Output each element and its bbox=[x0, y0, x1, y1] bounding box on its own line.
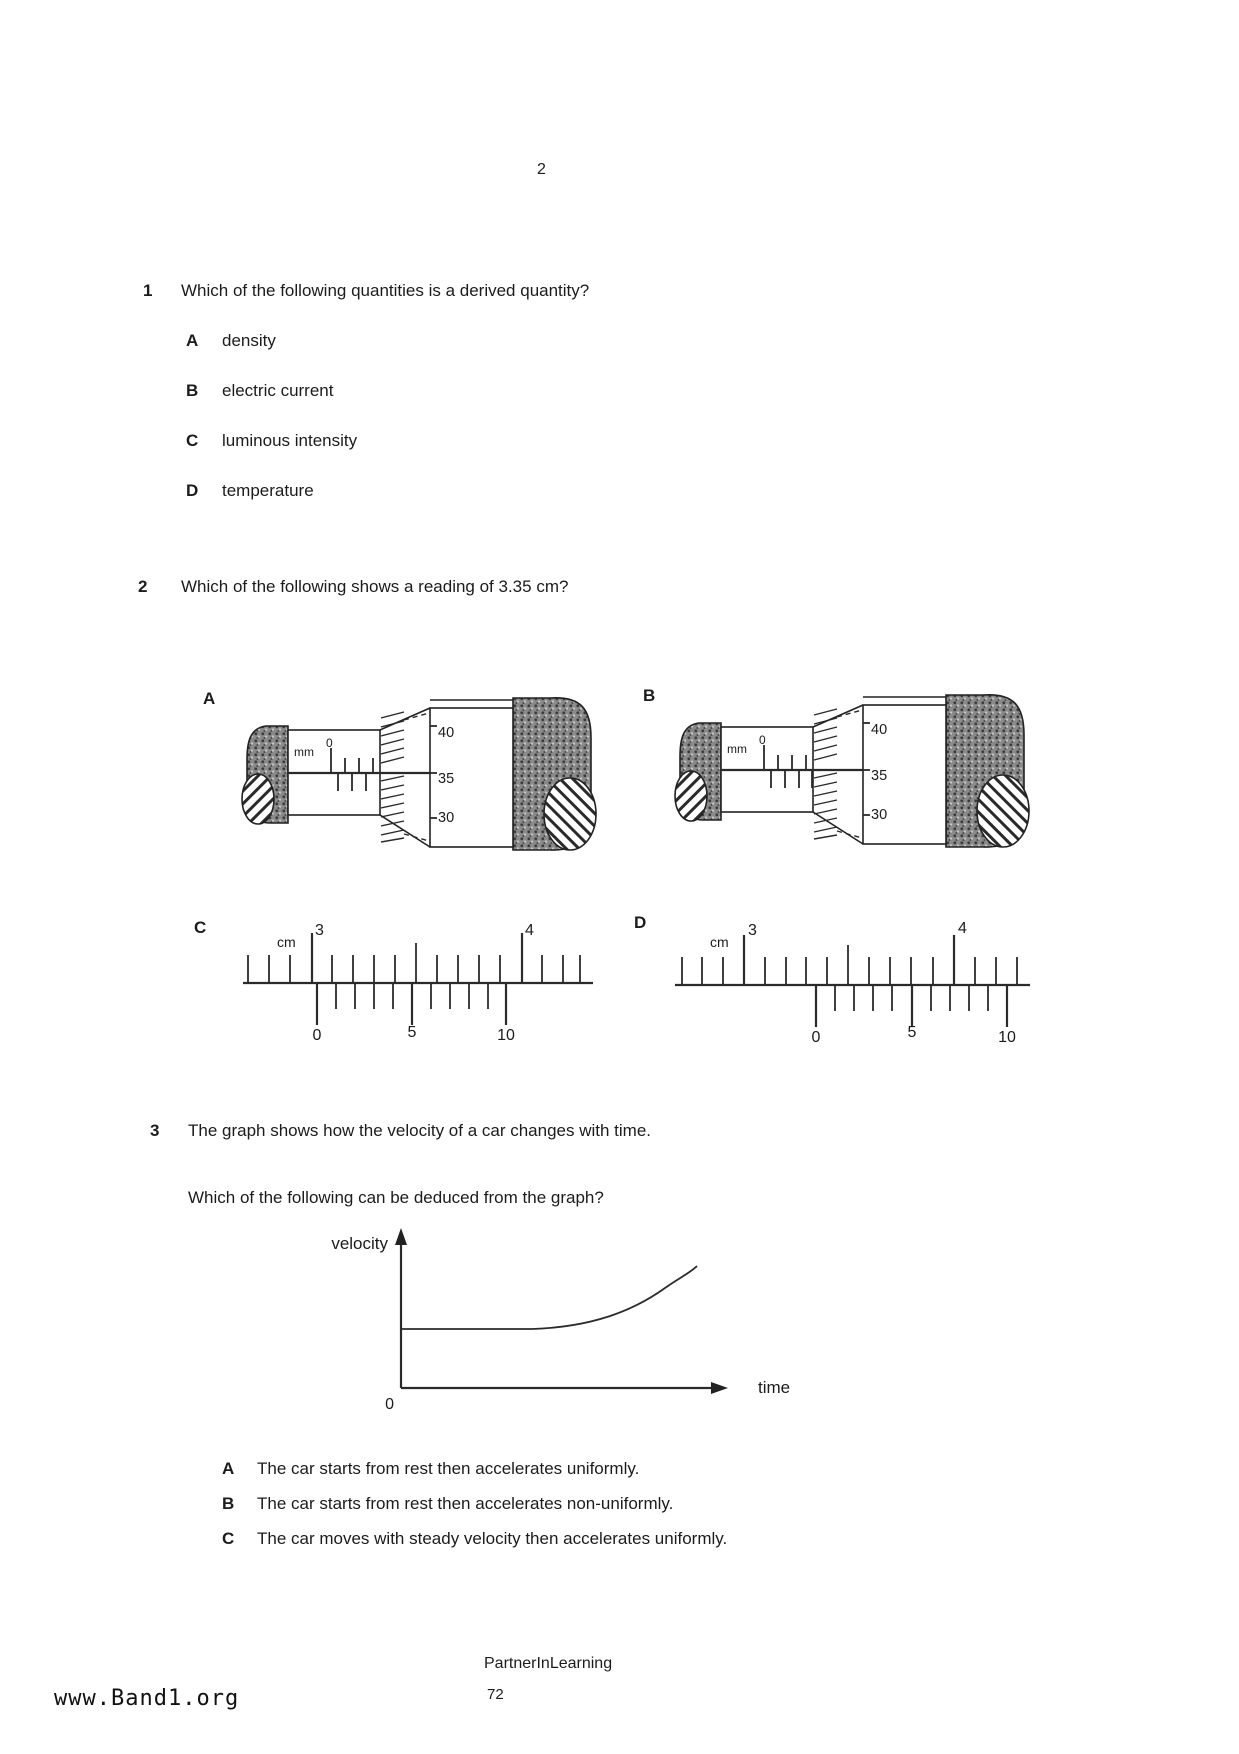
origin-label: 0 bbox=[385, 1396, 394, 1413]
q1-option-c-letter: C bbox=[186, 431, 199, 450]
question-1-number: 1 bbox=[143, 281, 153, 300]
q3-option-a-letter: A bbox=[222, 1459, 235, 1478]
q1-option-a-text: density bbox=[222, 331, 276, 350]
sleeve-unit-label: mm bbox=[727, 742, 747, 756]
y-axis-label: velocity bbox=[331, 1234, 388, 1253]
question-3-text2: Which of the following can be deduced from the graph? bbox=[188, 1188, 604, 1207]
q3-option-c-text: The car moves with steady velocity then accelerates uniformly. bbox=[257, 1529, 728, 1548]
main-label-4: 4 bbox=[958, 920, 967, 937]
ratchet-hatched-knob bbox=[977, 775, 1029, 847]
sleeve-zero-label: 0 bbox=[759, 733, 766, 747]
y-axis-arrowhead-icon bbox=[395, 1228, 407, 1245]
footer-partner-text: PartnerInLearning bbox=[484, 1655, 613, 1672]
x-axis-arrowhead-icon bbox=[711, 1382, 728, 1394]
main-label-4: 4 bbox=[525, 922, 534, 939]
diagram-b-label: B bbox=[643, 686, 656, 705]
q1-option-b-text: electric current bbox=[222, 381, 334, 400]
footer-website: www.Band1.org bbox=[54, 1686, 240, 1711]
main-scale-ticks bbox=[682, 935, 1017, 986]
footer-page-ref: 72 bbox=[487, 1686, 504, 1703]
thimble-number-30: 30 bbox=[871, 807, 888, 823]
vernier-ticks bbox=[816, 985, 1007, 1027]
question-3-number: 3 bbox=[150, 1121, 160, 1140]
thimble-number-35: 35 bbox=[871, 768, 888, 784]
q3-option-b-text: The car starts from rest then accelerates non-uniformly. bbox=[257, 1494, 674, 1513]
vernier-c-diagram bbox=[235, 915, 605, 1050]
page-number: 2 bbox=[537, 161, 546, 178]
sleeve-zero-label: 0 bbox=[326, 736, 333, 750]
thimble-number-40: 40 bbox=[871, 722, 888, 738]
diagram-a-label: A bbox=[203, 689, 216, 708]
thimble-number-35: 35 bbox=[438, 771, 455, 787]
q1-option-d-text: temperature bbox=[222, 481, 314, 500]
thimble-bevel-bottom bbox=[380, 815, 430, 847]
x-axis-label: time bbox=[758, 1378, 791, 1397]
vernier-d-diagram bbox=[665, 915, 1035, 1050]
thimble-number-40: 40 bbox=[438, 725, 455, 741]
thimble-bevel-bottom bbox=[813, 812, 863, 844]
vernier-label-10: 10 bbox=[497, 1027, 515, 1044]
vernier-ticks bbox=[317, 983, 506, 1025]
main-unit-label: cm bbox=[710, 934, 729, 950]
q3-option-c-letter: C bbox=[222, 1529, 235, 1548]
question-1-text: Which of the following quantities is a derived quantity? bbox=[181, 281, 590, 300]
diagram-d-label: D bbox=[634, 913, 647, 932]
leader-dash-bottom bbox=[404, 834, 429, 841]
anvil-hatched-knob bbox=[242, 774, 274, 824]
anvil-hatched-knob bbox=[675, 771, 707, 821]
q1-option-b-letter: B bbox=[186, 381, 199, 400]
main-label-3: 3 bbox=[315, 922, 324, 939]
q1-option-d-letter: D bbox=[186, 481, 199, 500]
main-scale-ticks bbox=[248, 933, 580, 984]
thimble-number-30: 30 bbox=[438, 810, 455, 826]
vernier-label-10: 10 bbox=[998, 1029, 1016, 1046]
q3-option-a-text: The car starts from rest then accelerates uniformly. bbox=[257, 1459, 640, 1478]
question-2-text: Which of the following shows a reading of 3.35 cm? bbox=[181, 577, 569, 596]
diagram-c-label: C bbox=[194, 918, 207, 937]
leader-dash-bottom bbox=[837, 831, 862, 838]
velocity-time-graph bbox=[300, 1225, 810, 1440]
vernier-label-5: 5 bbox=[907, 1024, 917, 1041]
main-unit-label: cm bbox=[277, 934, 296, 950]
main-label-3: 3 bbox=[748, 922, 757, 939]
vernier-label-5: 5 bbox=[407, 1024, 417, 1041]
vernier-label-0: 0 bbox=[811, 1029, 821, 1046]
sleeve-unit-label: mm bbox=[294, 745, 314, 759]
vernier-label-0: 0 bbox=[312, 1027, 322, 1044]
ratchet-hatched-knob bbox=[544, 778, 596, 850]
velocity-curve bbox=[402, 1266, 697, 1329]
question-3-text: The graph shows how the velocity of a car changes with time. bbox=[188, 1121, 652, 1140]
micrometer-a-diagram bbox=[240, 690, 600, 860]
q3-option-b-letter: B bbox=[222, 1494, 235, 1513]
q1-option-a-letter: A bbox=[186, 331, 199, 350]
question-2-number: 2 bbox=[138, 577, 148, 596]
micrometer-b-diagram bbox=[673, 687, 1033, 857]
q1-option-c-text: luminous intensity bbox=[222, 431, 358, 450]
